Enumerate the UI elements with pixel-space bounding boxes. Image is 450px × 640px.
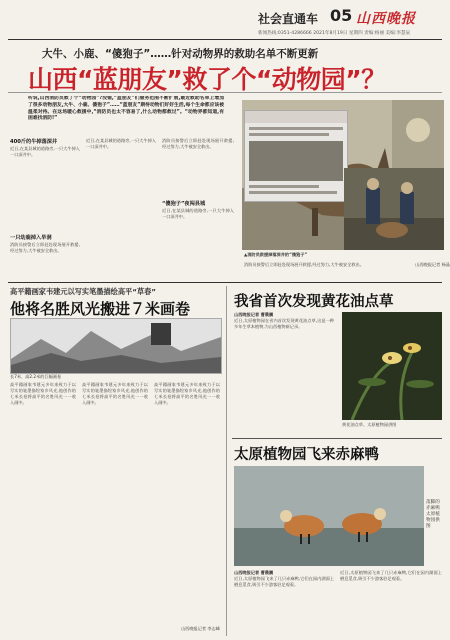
story2-divider (226, 286, 227, 636)
story2-column-1: 高平籍画家韦建元多年来致力于以写实的笔墨描绘家乡风光,他创作的七米长卷将高平的名胜风光一一收入画中。 (10, 382, 76, 406)
story1-headline-rule (8, 92, 442, 93)
story4-photo-ducks (234, 466, 424, 566)
story1-headline: 山西“蓝朋友”救了个“动物园”？ (28, 65, 386, 94)
story4-column-2: 近日,太原植物园飞来了几只赤麻鸭,它们在园内湖面上栖息觅食,吸引不少游客驻足观看。 (340, 570, 442, 582)
story1-column-2: 消防员接警后立即赶赴现场展开救援,经过努力,大牛被安全救出。 (10, 242, 80, 254)
story1-column-5: 近日,在某县城的道路旁,一只大牛掉入一口深井中。 (162, 208, 234, 220)
story2-photo-painting (10, 318, 222, 374)
story3-headline: 我省首次发现黄花油点草 (234, 294, 394, 310)
story3-photo-caption: 黄花油点草。太原植物园供图 (342, 422, 397, 427)
story1-byline: 山西晚报记者 杨晶 (415, 262, 450, 267)
story1-subhead-3: “傻狍子”夜闯县城 (162, 201, 206, 207)
masthead-info-line: 新闻热线:0351-4286666 2021年8月19日 星期四 责编:杨丽 美编:李慧辰 (258, 31, 411, 36)
masthead (0, 0, 450, 40)
story2-photo-caption: 长7米、高2.2米的巨幅画卷 (10, 374, 62, 379)
story1-photo-screenshot (244, 110, 348, 202)
story3-photo-flower (342, 312, 442, 420)
story4-byline: 山西晚报记者 曹晨鹏 (234, 570, 274, 575)
page-number: 05 (330, 6, 353, 25)
story3-column-1: 近日,太原植物园在省内首次发现黄花油点草,这是一种多年生草本植物,为山西植物新记录。 (234, 318, 334, 330)
story1-subhead-1: 400斤的牛掉落深井 (10, 139, 58, 145)
story1-photo-caption: ▲消防员救援掉落深井的“傻狍子” (244, 252, 308, 257)
story1-bottom-rule (8, 282, 442, 283)
story1-column-1: 近日,在某县城的道路旁,一只大牛掉入一口深井中。 (10, 146, 80, 158)
story1-photo-firefighters (344, 168, 444, 250)
story1-column-6: 消防员接警后立即赶赴现场展开救援,经过努力,大牛被安全救出。 (244, 262, 364, 267)
story3-byline: 山西晚报记者 曹晨鹏 (234, 312, 274, 317)
story1-kicker: 大牛、小鹿、“傻狍子”……针对动物界的救助名单不断更新 (42, 48, 319, 60)
story2-headline: 他将名胜风光搬进７米画卷 (10, 300, 191, 318)
story2-byline: 山西晚报记者 李志峰 (180, 626, 220, 631)
story4-column-1: 近日,太原植物园飞来了几只赤麻鸭,它们在园内湖面上栖息觅食,吸引不少游客驻足观看。 (234, 576, 334, 588)
story1-column-3: 近日,在某县城的道路旁,一只大牛掉入一口深井中。 (86, 138, 156, 150)
masthead-rule (8, 39, 442, 40)
story4-photo-caption: 落脚的赤麻鸭 太原植物园供图 (426, 500, 440, 529)
story4-headline: 太原植物园飞来赤麻鸭 (234, 447, 379, 463)
story3-bottom-rule (232, 438, 442, 439)
story2-kicker: 高平籍画家韦建元以写实笔墨描绘高平“草春” (10, 287, 157, 296)
section-title: 社会直通车 (258, 12, 319, 26)
story2-column-3: 高平籍画家韦建元多年来致力于以写实的笔墨描绘家乡风光,他创作的七米长卷将高平的名胜风光一一收入画中。 (154, 382, 220, 406)
paper-logo: 山西晚报 (356, 11, 416, 27)
story1-lead: 听说,山西消防员救了个“动物园”?没错,“蓝朋友”们服务范围不断扩展,最近救助名单上增加了很多动物朋友,大牛、小鹿、傻狍子”……“蓝朋友”期待动物们好好生活,每个生命都应该被温柔对待。在这场暖心救援中,“消防员也太不容易了,什么动物都救过”。“动物界都知道,有困难找消防!” (28, 96, 224, 122)
story2-column-2: 高平籍画家韦建元多年来致力于以写实的笔墨描绘家乡风光,他创作的七米长卷将高平的名胜风光一一收入画中。 (82, 382, 148, 406)
story1-subhead-2: 一只幼鹿掉入旱洞 (10, 235, 52, 241)
story1-column-4: 消防员接警后立即赶赴现场展开救援,经过努力,大牛被安全救出。 (162, 138, 234, 150)
